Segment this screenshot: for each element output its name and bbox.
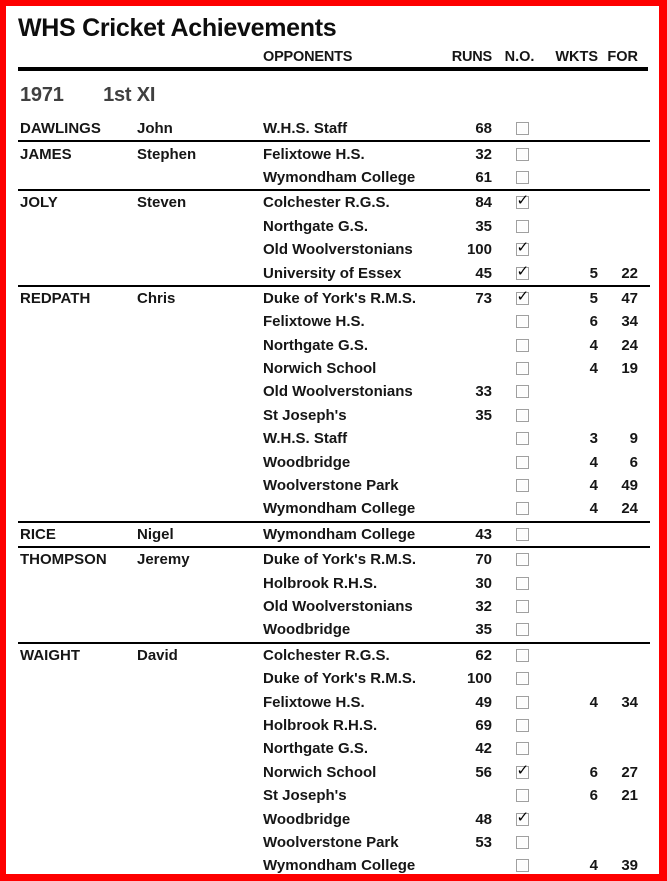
table-row — [20, 427, 650, 450]
wkts-for-value: 24 — [621, 500, 638, 518]
opponent-name: Duke of York's R.M.S. — [263, 289, 417, 307]
table-row — [20, 310, 650, 333]
player-surname: WAIGHT — [20, 646, 80, 664]
not-out-cell — [492, 243, 543, 256]
opponent-name: Old Woolverstonians — [263, 383, 413, 401]
opponent-name: Colchester R.G.S. — [263, 646, 390, 664]
opponent-name: Colchester R.G.S. — [263, 194, 390, 212]
wkts-for-value: 19 — [621, 360, 638, 378]
wkts-for-value: 9 — [629, 430, 638, 448]
not-out-cell — [492, 789, 543, 802]
not-out-checkbox[interactable] — [516, 649, 529, 662]
table-row — [20, 334, 650, 357]
not-out-checkbox[interactable] — [516, 789, 529, 802]
runs-value: 35 — [475, 621, 492, 639]
player-group — [18, 287, 650, 523]
not-out-cell — [492, 409, 543, 422]
runs-value: 48 — [475, 810, 492, 828]
not-out-checkbox[interactable] — [516, 696, 529, 709]
runs-value: 35 — [475, 217, 492, 235]
table-row — [20, 784, 650, 807]
player-group — [18, 142, 650, 191]
runs-value: 84 — [475, 194, 492, 212]
table-row — [20, 380, 650, 403]
wickets-value: 5 — [589, 289, 598, 307]
not-out-cell — [492, 362, 543, 375]
not-out-checkbox[interactable] — [516, 766, 529, 779]
player-first-name: Chris — [137, 289, 176, 307]
player-group — [18, 548, 650, 644]
not-out-checkbox[interactable] — [516, 385, 529, 398]
page-title: WHS Cricket Achievements — [18, 14, 337, 42]
not-out-cell — [492, 385, 543, 398]
wickets-value: 6 — [589, 313, 598, 331]
runs-value: 35 — [475, 406, 492, 424]
table-row — [20, 595, 650, 618]
not-out-checkbox[interactable] — [516, 836, 529, 849]
runs-value: 30 — [475, 574, 492, 592]
table-row — [20, 854, 650, 877]
table-row — [20, 761, 650, 784]
wickets-value: 5 — [589, 264, 598, 282]
not-out-checkbox[interactable] — [516, 719, 529, 732]
wickets-value: 4 — [589, 360, 598, 378]
not-out-cell — [492, 502, 543, 515]
opponent-name: Woodbridge — [263, 810, 351, 828]
not-out-checkbox[interactable] — [516, 339, 529, 352]
not-out-checkbox[interactable] — [516, 362, 529, 375]
opponent-name: Wymondham College — [263, 168, 416, 186]
runs-value: 70 — [475, 551, 492, 569]
not-out-cell — [492, 267, 543, 280]
runs-value: 61 — [475, 168, 492, 186]
player-first-name: Stephen — [137, 145, 197, 163]
not-out-checkbox[interactable] — [516, 813, 529, 826]
player-surname: JOLY — [20, 194, 58, 212]
not-out-checkbox[interactable] — [516, 600, 529, 613]
not-out-cell — [492, 196, 543, 209]
not-out-checkbox[interactable] — [516, 553, 529, 566]
player-group — [18, 644, 650, 878]
table-row — [20, 287, 650, 310]
not-out-checkbox[interactable] — [516, 502, 529, 515]
runs-value: 73 — [475, 289, 492, 307]
wkts-for-value: 34 — [621, 693, 638, 711]
player-group — [18, 117, 650, 142]
table-row — [20, 667, 650, 690]
runs-value: 56 — [475, 763, 492, 781]
wickets-value: 6 — [589, 787, 598, 805]
season-section-header — [20, 82, 648, 108]
not-out-cell — [492, 836, 543, 849]
player-group — [18, 191, 650, 287]
runs-value: 49 — [475, 693, 492, 711]
table-row — [20, 618, 650, 641]
runs-value: 69 — [475, 716, 492, 734]
player-surname: THOMPSON — [20, 551, 107, 569]
opponent-name: Woolverstone Park — [263, 833, 399, 851]
player-group — [18, 523, 650, 548]
table-row — [20, 238, 650, 261]
wkts-for-value: 47 — [621, 289, 638, 307]
not-out-checkbox[interactable] — [516, 292, 529, 305]
not-out-checkbox[interactable] — [516, 243, 529, 256]
wickets-value: 3 — [589, 430, 598, 448]
table-row — [20, 474, 650, 497]
opponent-name: Wymondham College — [263, 525, 416, 543]
not-out-checkbox[interactable] — [516, 148, 529, 161]
table-row — [20, 571, 650, 594]
not-out-checkbox[interactable] — [516, 122, 529, 135]
runs-value: 32 — [475, 145, 492, 163]
table-row — [20, 831, 650, 854]
wickets-value: 4 — [589, 453, 598, 471]
not-out-column-header: N.O. — [504, 49, 535, 65]
season-year: 1971 — [20, 84, 64, 106]
player-surname: DAWLINGS — [20, 120, 101, 138]
for-column-header: FOR — [607, 49, 638, 65]
column-header-row — [20, 43, 648, 67]
page-content — [6, 13, 659, 878]
opponent-name: Holbrook R.H.S. — [263, 574, 378, 592]
not-out-checkbox[interactable] — [516, 479, 529, 492]
not-out-cell — [492, 696, 543, 709]
table-row — [20, 807, 650, 830]
table-row — [20, 191, 650, 214]
opponent-name: W.H.S. Staff — [263, 120, 348, 138]
opponent-name: Norwich School — [263, 360, 377, 378]
not-out-cell — [492, 432, 543, 445]
wkts-for-value: 39 — [621, 857, 638, 875]
not-out-checkbox[interactable] — [516, 672, 529, 685]
opponent-name: W.H.S. Staff — [263, 430, 348, 448]
not-out-checkbox[interactable] — [516, 409, 529, 422]
opponents-column-header: OPPONENTS — [263, 49, 353, 65]
opponent-name: Wymondham College — [263, 857, 416, 875]
not-out-cell — [492, 528, 543, 541]
runs-value: 43 — [475, 525, 492, 543]
not-out-cell — [492, 813, 543, 826]
opponent-name: Felixtowe H.S. — [263, 313, 365, 331]
team-name: 1st XI — [103, 84, 156, 106]
player-first-name: David — [137, 646, 178, 664]
header-divider-rule — [18, 67, 648, 71]
table-row — [20, 737, 650, 760]
table-row — [20, 690, 650, 713]
table-row — [20, 404, 650, 427]
opponent-name: Northgate G.S. — [263, 217, 369, 235]
not-out-cell — [492, 456, 543, 469]
opponent-name: Woolverstone Park — [263, 477, 399, 495]
not-out-checkbox[interactable] — [516, 315, 529, 328]
not-out-cell — [492, 577, 543, 590]
not-out-cell — [492, 171, 543, 184]
table-row — [20, 497, 650, 520]
not-out-cell — [492, 339, 543, 352]
runs-value: 42 — [475, 740, 492, 758]
wickets-value: 6 — [589, 763, 598, 781]
wickets-value: 4 — [589, 693, 598, 711]
table-row — [20, 261, 650, 284]
not-out-checkbox[interactable] — [516, 528, 529, 541]
not-out-cell — [492, 649, 543, 662]
opponent-name: Old Woolverstonians — [263, 598, 413, 615]
not-out-cell — [492, 719, 543, 732]
table-row — [20, 357, 650, 380]
table-row — [20, 215, 650, 238]
not-out-checkbox[interactable] — [516, 623, 529, 636]
opponent-name: Woodbridge — [263, 453, 351, 471]
not-out-cell — [492, 315, 543, 328]
opponent-name: Northgate G.S. — [263, 336, 369, 354]
opponent-name: Old Woolverstonians — [263, 241, 413, 259]
opponent-name: St Joseph's — [263, 406, 347, 424]
opponent-name: Wymondham College — [263, 500, 416, 518]
opponent-name: Felixtowe H.S. — [263, 693, 365, 711]
wickets-value: 4 — [589, 500, 598, 518]
wkts-for-value: 49 — [621, 477, 638, 495]
not-out-checkbox[interactable] — [516, 267, 529, 280]
not-out-checkbox[interactable] — [516, 577, 529, 590]
table-row — [20, 548, 650, 571]
player-surname: REDPATH — [20, 289, 91, 307]
not-out-cell — [492, 553, 543, 566]
opponent-name: Northgate G.S. — [263, 740, 369, 758]
player-first-name: John — [137, 120, 173, 138]
not-out-cell — [492, 600, 543, 613]
not-out-cell — [492, 479, 543, 492]
runs-value: 62 — [475, 646, 492, 664]
runs-value: 33 — [475, 383, 492, 401]
not-out-cell — [492, 766, 543, 779]
wickets-value: 4 — [589, 477, 598, 495]
not-out-checkbox[interactable] — [516, 859, 529, 872]
table-row — [20, 523, 650, 546]
opponent-name: St Joseph's — [263, 787, 347, 805]
not-out-checkbox[interactable] — [516, 456, 529, 469]
runs-value: 45 — [475, 264, 492, 282]
not-out-cell — [492, 220, 543, 233]
not-out-checkbox[interactable] — [516, 171, 529, 184]
player-first-name: Jeremy — [137, 551, 190, 569]
not-out-checkbox[interactable] — [516, 196, 529, 209]
table-row — [20, 117, 650, 140]
not-out-cell — [492, 742, 543, 755]
opponent-name: Woodbridge — [263, 621, 351, 639]
players-table — [20, 117, 648, 878]
opponent-name: Norwich School — [263, 763, 377, 781]
table-row — [20, 142, 650, 165]
wkts-for-value: 24 — [621, 336, 638, 354]
wkts-column-header: WKTS — [555, 49, 598, 65]
table-row — [20, 644, 650, 667]
player-first-name: Nigel — [137, 525, 174, 543]
wickets-value: 4 — [589, 857, 598, 875]
not-out-cell — [492, 672, 543, 685]
runs-value: 100 — [466, 670, 492, 688]
not-out-cell — [492, 623, 543, 636]
runs-value: 68 — [475, 120, 492, 138]
table-row — [20, 714, 650, 737]
player-surname: RICE — [20, 525, 56, 543]
runs-column-header: RUNS — [451, 49, 492, 65]
not-out-checkbox[interactable] — [516, 742, 529, 755]
opponent-name: University of Essex — [263, 264, 402, 282]
opponent-name: Duke of York's R.M.S. — [263, 670, 417, 688]
not-out-checkbox[interactable] — [516, 220, 529, 233]
opponent-name: Holbrook R.H.S. — [263, 716, 378, 734]
wkts-for-value: 22 — [621, 264, 638, 282]
table-row — [20, 450, 650, 473]
not-out-cell — [492, 292, 543, 305]
not-out-cell — [492, 122, 543, 135]
runs-value: 100 — [466, 241, 492, 259]
wkts-for-value: 34 — [621, 313, 638, 331]
wkts-for-value: 27 — [621, 763, 638, 781]
not-out-cell — [492, 859, 543, 872]
not-out-cell — [492, 148, 543, 161]
opponent-name: Duke of York's R.M.S. — [263, 551, 417, 569]
wickets-value: 4 — [589, 336, 598, 354]
runs-value: 53 — [475, 833, 492, 851]
player-first-name: Steven — [137, 194, 187, 212]
table-row — [20, 166, 650, 189]
wkts-for-value: 6 — [629, 453, 638, 471]
opponent-name: Felixtowe H.S. — [263, 145, 365, 163]
not-out-checkbox[interactable] — [516, 432, 529, 445]
wkts-for-value: 21 — [621, 787, 638, 805]
player-surname: JAMES — [20, 145, 72, 163]
runs-value: 32 — [475, 598, 492, 615]
